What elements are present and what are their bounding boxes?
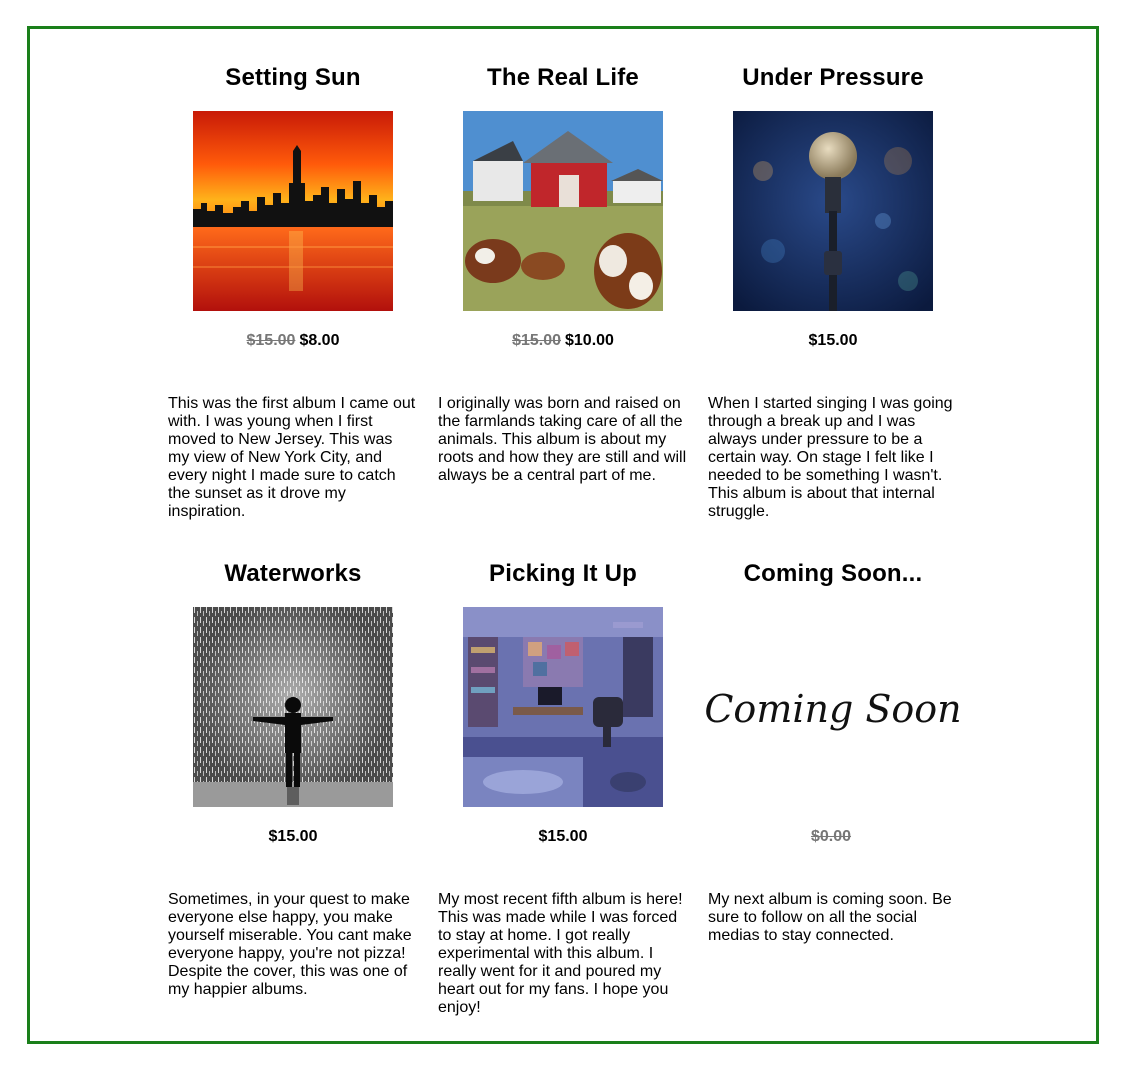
sale-price: $15.00	[808, 332, 858, 349]
album-title: Setting Sun	[225, 64, 361, 91]
sale-price: $15.00	[538, 828, 588, 845]
farm-cows-image	[463, 111, 663, 311]
album-price	[708, 827, 958, 847]
original-price: $0.00	[810, 828, 852, 845]
album-title: Waterworks	[224, 560, 362, 587]
microphone-image	[733, 111, 933, 311]
coming-soon-image	[704, 607, 962, 807]
sale-price: $8.00	[299, 332, 340, 349]
album-price	[438, 827, 688, 847]
album-description: My most recent fifth album is here! This was made while I was forced to stay at home. I got really experimental with this album. I really went for it and poured my heart out for my fans. I hope you enjoy!	[438, 891, 683, 1016]
album-card	[708, 60, 958, 556]
album-description: Sometimes, in your quest to make everyone else happy, you make yourself miserable. You cant make everyone happy, you're not pizza! Despite the cover, this was one of my happier albums.	[168, 891, 412, 998]
coming-soon-text: Coming Soon	[704, 687, 962, 731]
album-description: When I started singing I was going through a break up and I was always under pressure to be a certain way. On stage I felt like I needed to be something I wasn't. This album is about that internal struggle.	[708, 395, 953, 520]
sale-price: $15.00	[268, 828, 318, 845]
album-grid	[168, 60, 978, 1026]
bedroom-image	[463, 607, 663, 807]
album-description: This was the first album I came out with. I was young when I first moved to New Jersey. This was my view of New York City, and every night I made sure to catch the sunset as it drove my inspiration.	[168, 395, 416, 520]
album-price	[708, 331, 958, 351]
sunset-skyline-image	[193, 111, 393, 311]
album-price	[168, 827, 418, 847]
rain-person-image	[193, 607, 393, 807]
album-title: Coming Soon...	[743, 560, 923, 587]
album-card	[168, 556, 418, 1026]
album-description: My next album is coming soon. Be sure to follow on all the social medias to stay connected.	[708, 891, 952, 944]
album-title: Picking It Up	[489, 560, 637, 587]
album-price	[438, 331, 688, 351]
album-card	[438, 556, 688, 1026]
original-price: $15.00	[246, 332, 296, 349]
album-title: Under Pressure	[742, 64, 924, 91]
album-description: I originally was born and raised on the farmlands taking care of all the animals. This album is about my roots and how they are still and will always be a central part of me.	[438, 395, 687, 484]
original-price: $15.00	[512, 332, 561, 349]
album-card	[704, 556, 962, 1026]
album-card	[168, 60, 418, 556]
album-card	[438, 60, 688, 556]
album-title: The Real Life	[487, 64, 639, 91]
album-price	[168, 331, 418, 351]
sale-price: $10.00	[565, 332, 614, 349]
